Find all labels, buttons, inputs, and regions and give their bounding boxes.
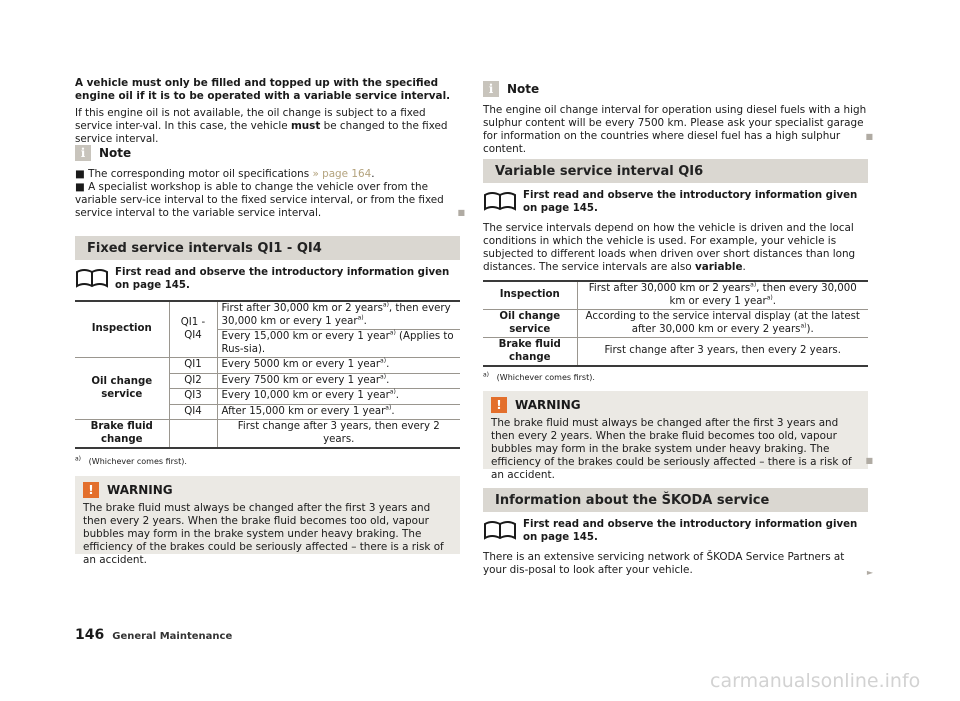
variable-interval-table [483, 280, 868, 367]
table-row [75, 301, 460, 330]
table-row: QI2 Every 7500 km or every 1 year$^{a)}$. [75, 373, 460, 389]
book-icon [483, 518, 517, 542]
section-end-icon: ■ [865, 456, 873, 465]
intro-bold-text: A vehicle must only be filled and topped up with the specified engine oil if it is to be operated with a variable service interval. [75, 77, 451, 102]
book-icon [75, 266, 109, 290]
warning-box [483, 391, 868, 481]
book-icon [483, 189, 517, 213]
warning-text: The brake fluid must always be changed after the first 3 years and then every 2 years. When the brake fluid becomes too old, vapour bubbles may form in the brake system under heavy braking. The efficiency of the brakes could be seriously affected – there is a risk of an accident. [491, 417, 852, 481]
page-link[interactable]: » page 164 [312, 168, 372, 180]
note-header: i Note [483, 81, 539, 97]
info-icon: i [483, 81, 499, 97]
first-read-row: First read and observe the introductory information given on page 145. [483, 189, 868, 215]
warning-box [75, 476, 460, 566]
brake-fluid-label: Brake fluid change [75, 420, 169, 449]
note-item-oil-spec: ■ The corresponding motor oil specifications » page 164. [75, 168, 375, 180]
diesel-note-text: The engine oil change interval for operation using diesel fuels with a high sulphur content will be every 7500 km. Please ask your specialist garage for information on the countries where diesel fuel has a high sulphur content. [483, 104, 867, 155]
fixed-interval-table [75, 300, 460, 449]
table-row: Oil change service According to the service interval display (at the latest after 30,000 km or every 2 years$^{a)}$). [483, 310, 868, 338]
table-row [483, 338, 868, 367]
section-end-icon: ■ [457, 208, 465, 217]
inspection-row2: Every 15,000 km or every 1 year$^{a)}$ (Applies to Rus-sia). [217, 330, 460, 358]
inspection-label: Inspection [75, 301, 169, 358]
section-title-fixed: Fixed service intervals QI1 - QI4 [75, 236, 460, 260]
warning-header: ! WARNING [491, 397, 860, 413]
warning-header: ! WARNING [83, 482, 452, 498]
footnote: $^{a)}$ (Whichever comes first). [75, 455, 187, 466]
inspection-label: Inspection [483, 281, 577, 310]
first-read-row: First read and observe the introductory information given on page 145. [75, 266, 460, 292]
inspection-code: QI1 - QI4 [169, 301, 217, 358]
first-read-row: First read and observe the introductory information given on page 145. [483, 518, 868, 544]
inspection-row1: First after 30,000 km or 2 years$^{a)}$, then every 30,000 km or every 1 year$^{a)}$. [217, 301, 460, 330]
warning-icon: ! [83, 482, 99, 498]
brake-fluid-text: First change after 3 years, then every 2 years. [577, 338, 868, 367]
oil-change-label: Oil change service [75, 358, 169, 420]
section-end-icon: ■ [865, 132, 873, 141]
oil-change-label: Oil change service [483, 310, 577, 338]
table-row: Oil change service QI1 Every 5000 km or every 1 year$^{a)}$. [75, 358, 460, 374]
table-row: Inspection First after 30,000 km or 2 years$^{a)}$, then every 30,000 km or every 1 year$^{a)}$. [483, 281, 868, 310]
service-network-paragraph: There is an extensive servicing network of ŠKODA Service Partners at your dis-posal to look after your vehicle. [483, 551, 845, 576]
note-header: i Note [75, 145, 131, 161]
brake-fluid-text: First change after 3 years, then every 2 years. [217, 420, 460, 449]
chapter-name: General Maintenance [112, 631, 233, 642]
table-row: QI4 After 15,000 km or every 1 year$^{a)}$. [75, 404, 460, 420]
page-footer [75, 629, 232, 643]
variable-paragraph: The service intervals depend on how the vehicle is driven and the local conditions in which the vehicle is used. For example, your vehicle is subjected to different loads when driven over short distances than long distances. The service intervals are also variable. [483, 222, 856, 273]
info-icon: i [75, 145, 91, 161]
footnote: $^{a)}$ (Whichever comes first). [483, 371, 595, 382]
section-title-skoda-service: Information about the ŠKODA service [483, 488, 868, 512]
warning-text: The brake fluid must always be changed after the first 3 years and then every 2 years. When the brake fluid becomes too old, vapour bubbles may form in the brake system under heavy braking. The efficiency of the brakes could be seriously affected – there is a risk of an accident. [83, 502, 444, 566]
page-number: 146 [75, 627, 105, 643]
continue-arrow-icon: ► [866, 568, 873, 577]
table-row [75, 420, 460, 449]
brake-fluid-label: Brake fluid change [483, 338, 577, 367]
note-item-workshop: ■ A specialist workshop is able to change the vehicle over from the variable serv-ice interval to the fixed service interval, or from the fixed service interval to the variable service interval. [75, 181, 444, 219]
warning-icon: ! [491, 397, 507, 413]
fixed-interval-paragraph: If this engine oil is not available, the oil change is subject to a fixed service inter-val. In this case, the vehicle must be changed to the fixed service interval. [75, 107, 448, 145]
table-row: QI3 Every 10,000 km or every 1 year$^{a)}$. [75, 389, 460, 405]
section-title-variable: Variable service interval QI6 [483, 159, 868, 183]
watermark: carmanualsonline.info [710, 670, 921, 692]
